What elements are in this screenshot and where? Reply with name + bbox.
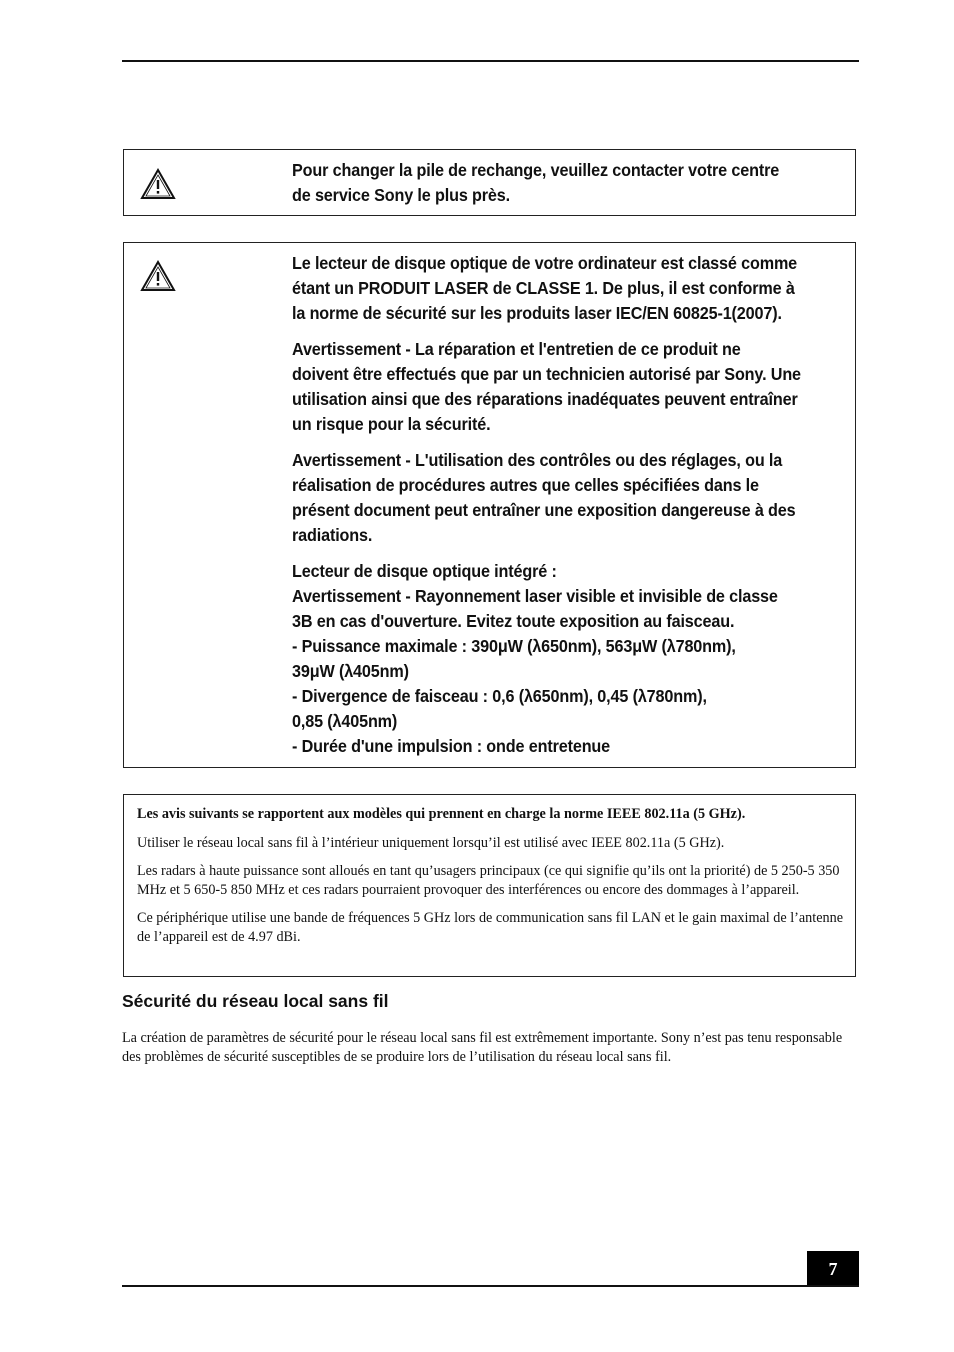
footer-rule [122, 1285, 859, 1287]
warning-line: Avertissement - L'utilisation des contrôles ou des réglages, ou la [292, 450, 783, 470]
warning-triangle-icon [140, 260, 176, 292]
warning-line: - Divergence de faisceau : 0,6 (λ650nm), 0,45 (λ780nm), [292, 686, 707, 706]
warning-line: présent document peut entraîner une exposition dangereuse à des [292, 500, 796, 520]
section-title: Sécurité du réseau local sans fil [122, 991, 389, 1011]
section-body: La création de paramètres de sécurité pour le réseau local sans fil est extrêmement importante. Sony n’est pas tenu responsable des problèmes de sécurité susceptibles de se produire lors de l’utilisation du réseau local sans fil. [122, 1030, 843, 1065]
battery-warning-text [292, 158, 850, 208]
warning-line: de service Sony le plus près. [292, 185, 510, 205]
warning-box-laser [123, 242, 856, 768]
warning-line: Avertissement - La réparation et l'entretien de ce produit ne [292, 339, 741, 359]
warning-line: Le lecteur de disque optique de votre ordinateur est classé comme [292, 253, 798, 273]
laser-warning-text [292, 251, 850, 759]
warning-line: Pour changer la pile de rechange, veuillez contacter votre centre [292, 160, 780, 180]
warning-line: - Durée d'une impulsion : onde entretenue [292, 736, 611, 756]
page-number: 7 [807, 1251, 859, 1287]
wireless-notice-paragraph: Ce périphérique utilise une bande de fréquences 5 GHz lors de communication sans fil LAN et le gain maximal de l’antenne de l’appareil est de 4.97 dBi. [137, 910, 843, 945]
warning-line: - Puissance maximale : 390μW (λ650nm), 563μW (λ780nm), [292, 636, 736, 656]
warning-line: 3B en cas d'ouverture. Evitez toute exposition au faisceau. [292, 611, 735, 631]
warning-line: Lecteur de disque optique intégré : [292, 561, 557, 581]
repair-warning-paragraph [292, 337, 850, 437]
warning-triangle-icon [140, 168, 176, 200]
optical-drive-spec-paragraph [292, 559, 850, 759]
warning-line: doivent être effectués que par un technicien autorisé par Sony. Une [292, 364, 801, 384]
warning-line: un risque pour la sécurité. [292, 414, 491, 434]
wireless-notice-heading: Les avis suivants se rapportent aux modèles qui prennent en charge la norme IEEE 802.11a (5 GHz). [137, 806, 746, 822]
warning-line: 0,85 (λ405nm) [292, 711, 398, 731]
warning-line: Avertissement - Rayonnement laser visible et invisible de classe [292, 586, 778, 606]
warning-line: 39μW (λ405nm) [292, 661, 409, 681]
wireless-notice-box [123, 794, 856, 977]
controls-warning-paragraph [292, 448, 850, 548]
wireless-notice-paragraph: Les radars à haute puissance sont alloués en tant qu’usagers principaux (ce qui signifie qu’ils ont la priorité) de 5 250-5 350 MHz et 5 650-5 850 MHz et ces radars pourraient provoquer des interférences ou encore des dommages à l’appareil. [137, 863, 840, 898]
laser-class-paragraph [292, 251, 850, 326]
warning-line: la norme de sécurité sur les produits laser IEC/EN 60825-1(2007). [292, 303, 782, 323]
wireless-notice-content [137, 805, 843, 956]
warning-line: utilisation ainsi que des réparations inadéquates peuvent entraîner [292, 389, 798, 409]
header-rule [122, 60, 859, 62]
wireless-notice-paragraph: Utiliser le réseau local sans fil à l’intérieur uniquement lorsqu’il est utilisé avec IEEE 802.11a (5 GHz). [137, 834, 725, 851]
warning-line: radiations. [292, 525, 373, 545]
warning-line: réalisation de procédures autres que celles spécifiées dans le [292, 475, 759, 495]
warning-box-battery [123, 149, 856, 216]
warning-line: étant un PRODUIT LASER de CLASSE 1. De plus, il est conforme à [292, 278, 795, 298]
